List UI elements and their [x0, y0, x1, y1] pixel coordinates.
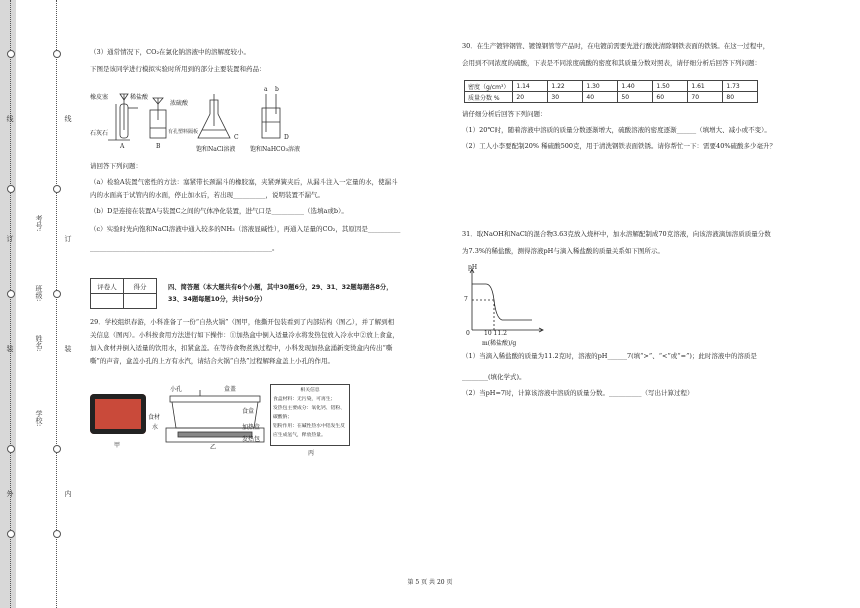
fig-food: 食材 [148, 414, 161, 421]
info-line: 应生成氢气，释放热量。 [273, 433, 326, 438]
label-inlet-b: b [275, 86, 279, 93]
ph-graph-svg [462, 264, 552, 344]
q29-line4: 嘶”的声音，盒盖小孔的上方有水汽，请结合火锅“自热”过程解释盒盖上小孔的作用。 [90, 357, 334, 365]
score-table [90, 278, 157, 309]
binding-hole [53, 530, 61, 538]
density-head: 密度（g/cm³） [465, 81, 513, 92]
density-cell: 1.40 [618, 81, 653, 92]
letter-b: B [156, 143, 161, 150]
mass-fraction-cell: 50 [618, 92, 653, 103]
density-table [464, 80, 758, 103]
q31-part2: （2）当pH=7时，计算该溶液中溶质的质量分数。__________（写出计算过程） [462, 389, 694, 397]
info-line: 食盒材料：无污染，可再生； [273, 397, 336, 402]
density-row [465, 81, 758, 92]
page-footer: 第 5 页 共 20 页 [407, 579, 453, 586]
q-a-line1: （a）检验A装置气密性的方法：塞紧带长颈漏斗的橡胶塞，夹紧弹簧夹后，从漏斗注入一定量的水，使漏斗 [90, 178, 398, 186]
binding-hole [53, 50, 61, 58]
apparatus-figure [90, 86, 310, 153]
binding-hole [7, 50, 15, 58]
graph-xlabel: m(稀盐酸)/g [482, 340, 517, 347]
label-rubber-stopper: 橡皮塞 [90, 94, 109, 101]
inner-word-ding: 订 [64, 235, 72, 242]
label-porous-plate: 有孔塑料隔板 [168, 129, 199, 135]
info-line: 发热包主要成分：氧化钙、铝粉、 [273, 406, 345, 411]
q30 [462, 40, 832, 70]
letter-d: D [284, 134, 289, 141]
fig-foodbox: 食盒 [242, 408, 255, 415]
mass-fraction-head: 质量分数 % [465, 92, 513, 103]
inner-word-xian: 线 [64, 115, 72, 122]
outer-word-zhuang: 装 [6, 345, 14, 352]
q30-line1: 30．在生产镀锌钢管、镀镍钢管等产品时，在电镀前需要先进行酸洗清除钢铁表面的铁锈。在这一过程中， [462, 42, 770, 50]
info-line: 碳酸钠； [273, 415, 293, 420]
binding-hole [53, 290, 61, 298]
binding-hole [7, 445, 15, 453]
outer-word-wai: 外 [6, 490, 14, 497]
density-cell: 1.30 [583, 81, 618, 92]
density-cell: 1.61 [688, 81, 723, 92]
mass-fraction-cell: 60 [653, 92, 688, 103]
fig-pack: 发热包 [242, 436, 261, 443]
q31-part1-line2: ________(填化学式)。 [462, 373, 526, 381]
grader-cell: 评卷人 [91, 279, 124, 294]
mass-fraction-cell: 20 [513, 92, 548, 103]
letter-c: C [234, 134, 239, 141]
binding-hole [7, 290, 15, 298]
outer-dotted-line [10, 0, 11, 608]
q31 [462, 228, 837, 258]
letter-a: A [120, 143, 125, 150]
binding-margin [0, 0, 70, 608]
binding-hole [53, 185, 61, 193]
left-column [90, 46, 450, 76]
q31-line2: 为7.3%的稀盐酸，测得溶液pH与滴入稀盐酸的质量关系如下图所示。 [462, 247, 664, 255]
q-c-line1: （c）实验时先向饱和NaCl溶液中通入较多的NH₃（溶液显碱性），再通入足量的CO₂，其原因是__________ [90, 225, 401, 233]
fig-hole: 小孔 [170, 386, 183, 393]
q29-line1: 29．学校组织春游，小科准备了一份“自热火锅”（图甲，他撕开包装看到了内部结构（图乙），并了解到相 [90, 318, 395, 326]
binding-hole [53, 445, 61, 453]
score-cell: 得分 [124, 279, 157, 294]
mass-fraction-cell: 70 [688, 92, 723, 103]
q30-part1: （1）20℃时，随着溶液中溶质的质量分数逐渐增大，硫酸溶液的密度逐渐______（填增大、减小或不变）。 [462, 126, 771, 134]
graph-origin: 0 [466, 330, 470, 337]
graph-ylabel: pH [468, 264, 478, 271]
field-name: 姓名: [35, 335, 43, 352]
graph-y7: 7 [464, 296, 468, 303]
mass-fraction-row [465, 92, 758, 103]
label-inlet-a: a [264, 86, 268, 93]
inner-word-zhuang: 装 [64, 345, 72, 352]
q-c-line2: ________________________________________________________。 [90, 244, 279, 252]
mass-fraction-cell: 40 [583, 92, 618, 103]
info-line: 铝粉作用：在碱性热水中铝发生反 [273, 424, 345, 429]
field-class: 班级: [35, 285, 43, 302]
q30-part2: （2）工人小李要配制20% 稀硫酸500克，用于清洗钢铁表面铁锈。请你帮忙一下：需要40%硫酸多少毫升？ [462, 142, 777, 150]
section4-line1: 四、简答题（本大题共有6个小题，其中30题6分，29、31、32题每题各8分， [168, 284, 393, 291]
q31-part1-line1: （1）当滴入稀盐酸的质量为11.2克时，溶液的pH______7(填“>”、“<”或“=”)；此时溶液中的溶质是 [462, 352, 757, 360]
fig-yi: 乙 [210, 444, 217, 451]
label-hcl: 稀盐酸 [130, 94, 149, 101]
q31-line1: 31．取NaOH和NaCl的混合物3.63克放入烧杯中，加水溶解配制成70克溶液，向该溶液滴加溶质质量分数 [462, 230, 771, 238]
binding-hole [7, 185, 15, 193]
field-exam-number: 考号: [35, 215, 43, 232]
fig-heatbox: 加热盒 [242, 424, 261, 431]
mass-fraction-cell: 80 [723, 92, 758, 103]
fig-bing: 丙 [308, 450, 315, 457]
q30-subquestions [462, 108, 837, 153]
apparatus-intro: 下图是该同学进行模拟实验时所用到的部分主要装置和药品： [90, 65, 266, 73]
q-b: （b）D是连接在装置A与装置C之间的气体净化装置，进气口是__________（选填a或b）。 [90, 207, 348, 215]
q-a-line2: 内的水面高于试管内的水面，停止加水后，若出现__________，说明装置不漏气。 [90, 191, 324, 199]
ph-graph [462, 264, 552, 347]
inner-word-nei: 内 [64, 490, 72, 497]
hotpot-figure [90, 384, 350, 456]
info-title: 相关信息 [300, 388, 320, 393]
label-nahco3: 饱和NaHCO₃溶液 [250, 146, 300, 153]
q30-prompt: 请仔细分析后回答下列问题： [462, 110, 547, 118]
q30-line2: 会用到不同浓度的硫酸，下表是不同浓度硫酸的密度和其质量分数对照表，请仔细分析后回答下列问题： [462, 59, 761, 67]
field-school: 学校: [35, 410, 43, 427]
answer-prompt: 请回答下列问题： [90, 162, 142, 170]
q3-text: （3）通常情况下，CO₂在氯化钠溶液中的溶解度较小。 [90, 48, 251, 56]
q29 [90, 316, 455, 368]
q29-line3: 加入食材并倒入适量的饮用水，扣紧盒盖。在等待食物煮熟过程中，小科发现加热盒涌新变烫盒内传出“嘶 [90, 344, 393, 352]
label-nacl: 饱和NaCl溶液 [196, 146, 236, 153]
outer-word-ding: 订 [6, 235, 14, 242]
section4-line2: 33、34题每题10分，共计50分） [168, 296, 267, 303]
label-limestone: 石灰石 [90, 130, 109, 137]
q31-subquestions [462, 350, 837, 400]
density-cell: 1.22 [548, 81, 583, 92]
left-questions [90, 160, 460, 255]
graph-xticks: 10 11.2 [484, 330, 507, 337]
inner-dotted-line [56, 0, 57, 608]
q29-line2: 关信息（图丙）。小科按食用方法进行如下操作：①加热盒中倒入适量冷水将发热包放入冷水中②放上食盒， [90, 331, 399, 339]
fig-lid: 盒盖 [224, 386, 237, 393]
binding-hole [7, 530, 15, 538]
fig-jia: 甲 [114, 442, 121, 449]
info-box [270, 384, 350, 446]
grader-blank [91, 294, 124, 309]
mass-fraction-cell: 30 [548, 92, 583, 103]
label-h2so4: 浓硫酸 [170, 100, 189, 107]
outer-word-xian: 线 [6, 115, 14, 122]
density-cell: 1.50 [653, 81, 688, 92]
hotpot-photo [90, 394, 146, 434]
score-blank [124, 294, 157, 309]
fig-water: 水 [152, 424, 159, 431]
density-cell: 1.14 [513, 81, 548, 92]
binding-gray-strip [0, 0, 16, 608]
section4-heading [168, 282, 393, 306]
density-cell: 1.73 [723, 81, 758, 92]
